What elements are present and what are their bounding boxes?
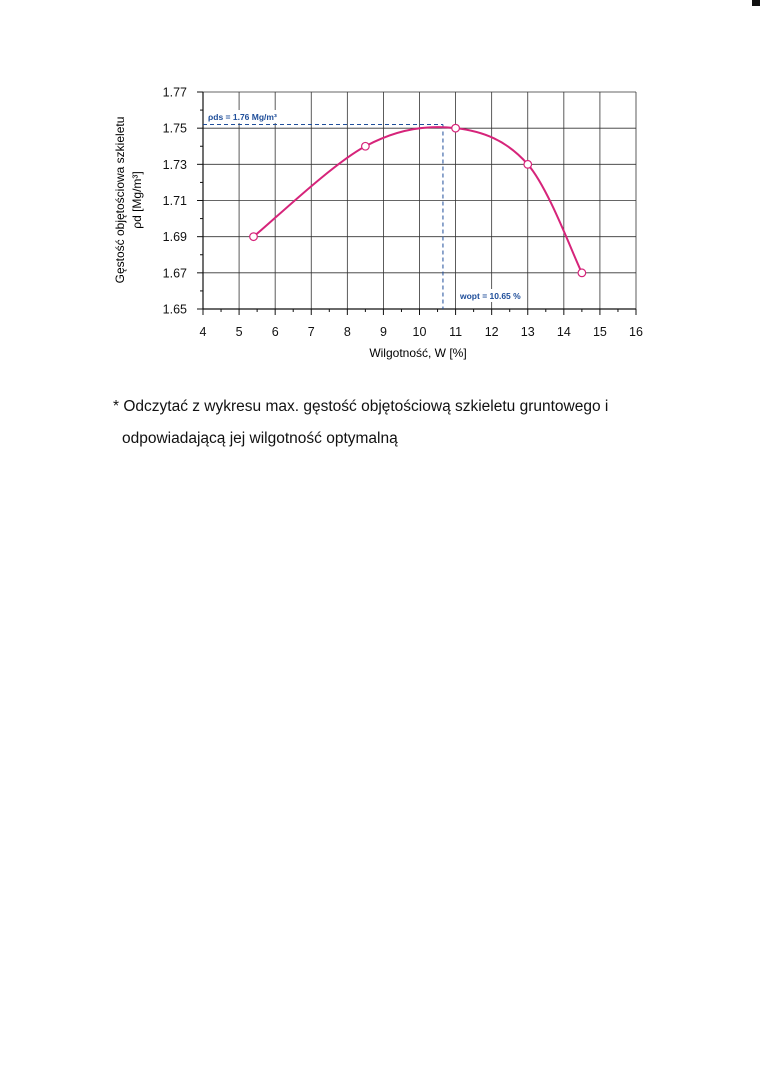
x-tick-label: 6 [271,325,279,339]
y-tick-label: 1.71 [162,194,187,208]
instruction-line-2: odpowiadającą jej wilgotność optymalną [122,430,398,447]
compaction-chart [0,0,760,380]
y-tick-label: 1.67 [162,266,187,281]
rho-max-annotation [206,110,294,123]
chart-axes [163,86,643,340]
x-tick-label: 14 [556,325,571,339]
x-tick-label: 15 [592,325,607,339]
y-tick-label: 1.69 [162,230,187,245]
data-point [362,142,370,150]
y-tick-label: 1.77 [162,85,187,100]
y-axis-title-line1: Gęstość objętościowa szkieletu [113,116,127,284]
x-axis-title: Wilgotność, W [%] [369,346,467,360]
y-axis-title-line2: ρd [Mg/m³] [130,171,144,229]
x-tick-label: 10 [412,325,427,339]
x-tick-label: 12 [484,325,499,339]
y-tick-label: 1.65 [162,302,187,317]
rho-max-label: ρds = 1.76 Mg/m³ [208,112,277,122]
data-point [452,124,460,132]
x-tick-label: 9 [379,325,387,339]
compaction-curve-line [254,127,582,273]
y-tick-label: 1.75 [162,121,187,136]
data-point [524,161,532,169]
y-tick-label: 1.73 [162,157,187,172]
x-tick-label: 7 [307,325,315,339]
instruction-note [113,391,713,455]
x-tick-label: 5 [235,325,243,339]
x-tick-label: 11 [449,325,463,339]
compaction-curve [254,127,582,273]
x-tick-label: 4 [199,325,207,339]
instruction-line-1: * Odczytać z wykresu max. gęstość objętościową szkieletu gruntowego i [113,398,609,415]
x-tick-label: 8 [343,325,351,339]
x-tick-label: 13 [520,325,535,339]
w-opt-annotation [457,289,527,302]
data-point [250,233,258,241]
w-opt-label: wopt = 10.65 % [460,291,521,301]
data-point [578,269,586,277]
x-tick-label: 16 [629,325,643,339]
